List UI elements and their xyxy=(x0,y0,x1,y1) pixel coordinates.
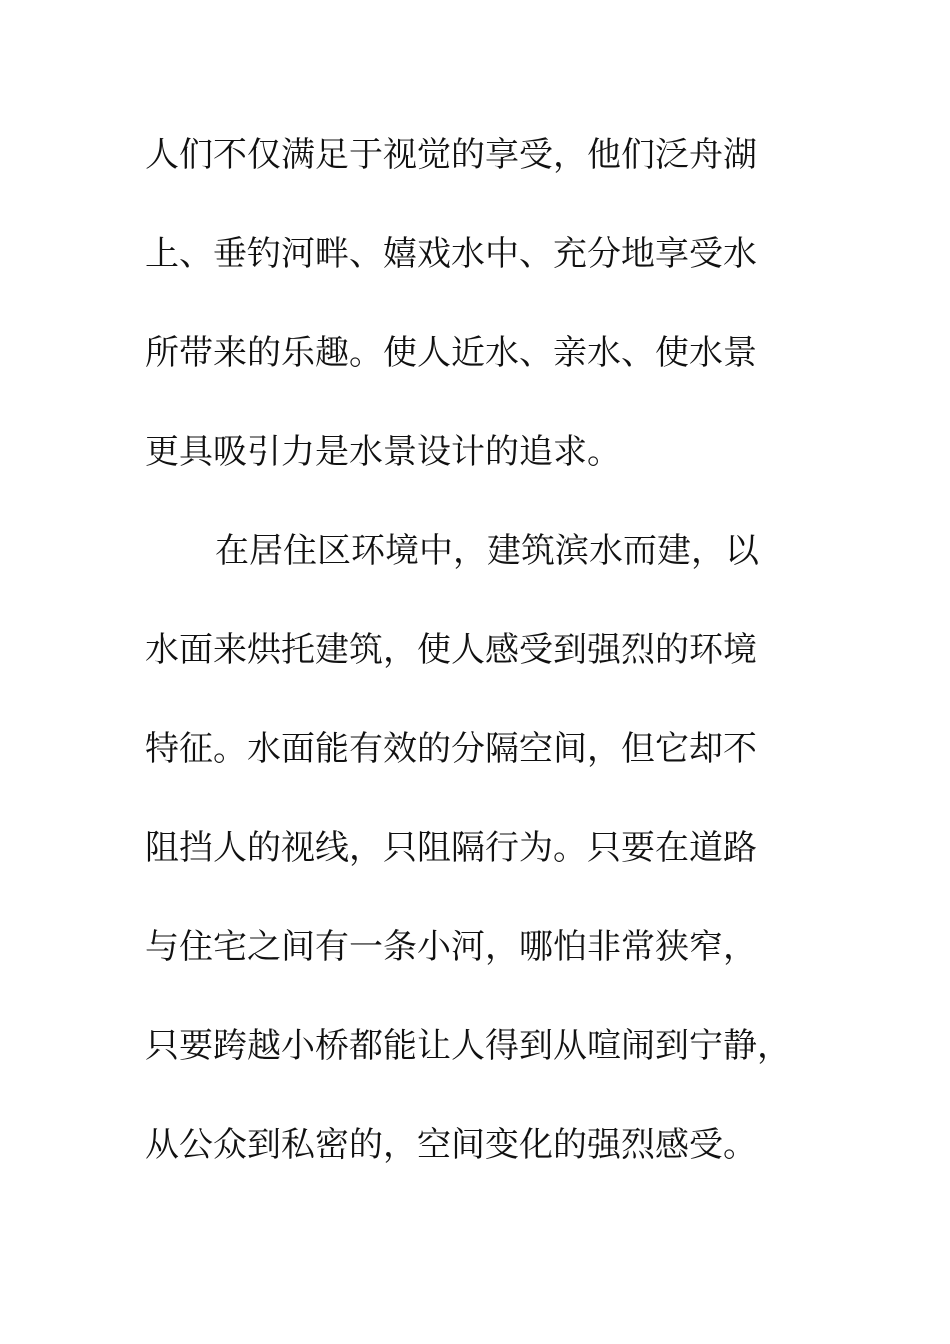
paragraph-2 xyxy=(145,523,825,1216)
paragraph-1 xyxy=(145,127,825,523)
text-line: 只要跨越小桥都能让人得到从喧闹到宁静， xyxy=(145,1026,791,1066)
text-line: 上、垂钓河畔、嬉戏水中、充分地享受水 xyxy=(145,234,757,274)
text-line: 特征。水面能有效的分隔空间，但它却不 xyxy=(145,729,757,769)
body-text xyxy=(145,127,825,1216)
text-line: 与住宅之间有一条小河，哪怕非常狭窄， xyxy=(145,927,757,967)
text-line: 所带来的乐趣。使人近水、亲水、使水景 xyxy=(145,333,757,373)
text-line: 从公众到私密的，空间变化的强烈感受。 xyxy=(145,1125,757,1165)
text-line: 更具吸引力是水景设计的追求。 xyxy=(145,432,621,472)
text-line: 人们不仅满足于视觉的享受，他们泛舟湖 xyxy=(145,135,757,175)
text-line: 水面来烘托建筑，使人感受到强烈的环境 xyxy=(145,630,757,670)
text-line: 在居住区环境中，建筑滨水而建，以 xyxy=(215,531,759,571)
text-line: 阻挡人的视线，只阻隔行为。只要在道路 xyxy=(145,828,757,868)
